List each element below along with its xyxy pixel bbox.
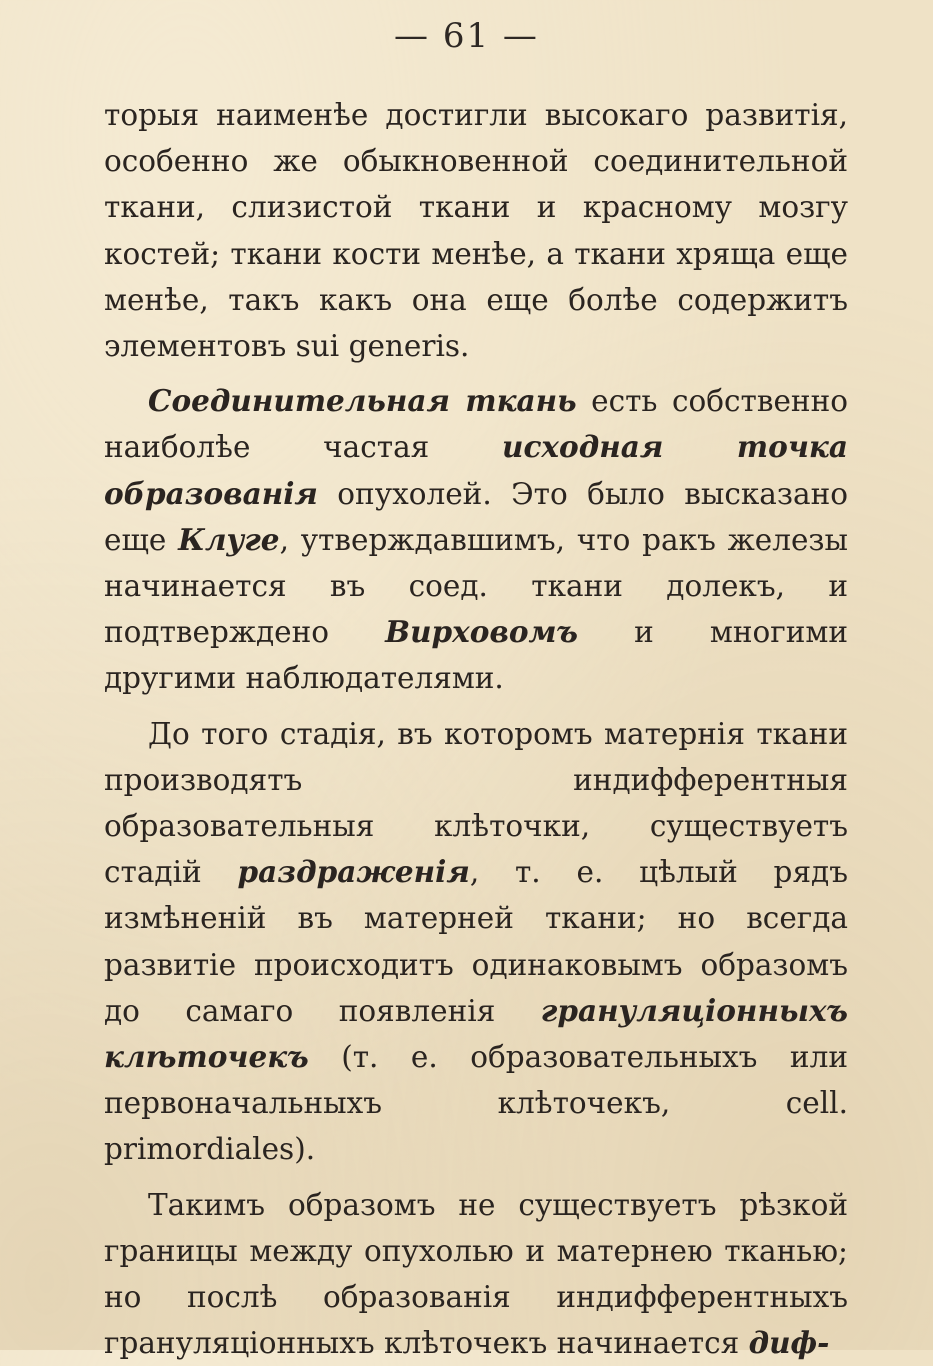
emphasized-term: Соединительная ткань xyxy=(148,383,577,419)
text-segment: , т. е. цѣлый рядъ измѣненій въ матерней ткани; но всегда развитіе происходитъ одинаковымъ образомъ до самаго появленія xyxy=(104,855,848,1028)
text-segment: есть собственно наиболѣе частая xyxy=(104,384,848,465)
emphasized-name: Вирховомъ xyxy=(385,614,578,650)
text-segment: (т. е. образовательныхъ или первоначальныхъ клѣточекъ, cell. primordiales). xyxy=(104,1040,848,1167)
emphasized-term: исходная точка образованія xyxy=(104,429,848,511)
emphasized-term: раздраженія xyxy=(237,854,470,890)
text-segment: , утверждавшимъ, что ракъ железы начинается въ соед. ткани долекъ, и подтверждено xyxy=(104,522,848,650)
paragraph-3 xyxy=(104,711,848,1173)
emphasized-term: диф- xyxy=(748,1325,830,1361)
paragraph-4 xyxy=(104,1182,848,1366)
paragraph-2 xyxy=(104,378,848,701)
text-segment: и многими другими наблюдателями. xyxy=(104,615,848,696)
text-segment: Такимъ образомъ не существуетъ рѣзкой границы между опухолью и матернею тканью; но послѣ образованія индифферентныхъ грануляціонныхъ клѣточекъ начинается xyxy=(104,1187,848,1361)
page-number: — 61 — xyxy=(394,16,539,56)
text-segment: До того стадія, въ которомъ матернія ткани производятъ индифферентныя образовательныя клѣточки, существуетъ стадій xyxy=(104,716,848,890)
body-text xyxy=(104,92,848,1366)
text-segment: торыя наименѣе достигли высокаго развитія, особенно же обыкновенной соединительной ткани, слизистой ткани и красному мозгу костей; ткани кости менѣе, а ткани хряща еще менѣе, такъ какъ она еще болѣе содержитъ элементовъ sui generis. xyxy=(104,98,848,364)
emphasized-name: Клуге xyxy=(178,521,280,557)
text-segment: опухолей. Это было высказано еще xyxy=(104,476,848,557)
emphasized-term: грануляціонныхъ клѣточекъ xyxy=(104,992,848,1075)
paragraph-1 xyxy=(104,92,848,369)
